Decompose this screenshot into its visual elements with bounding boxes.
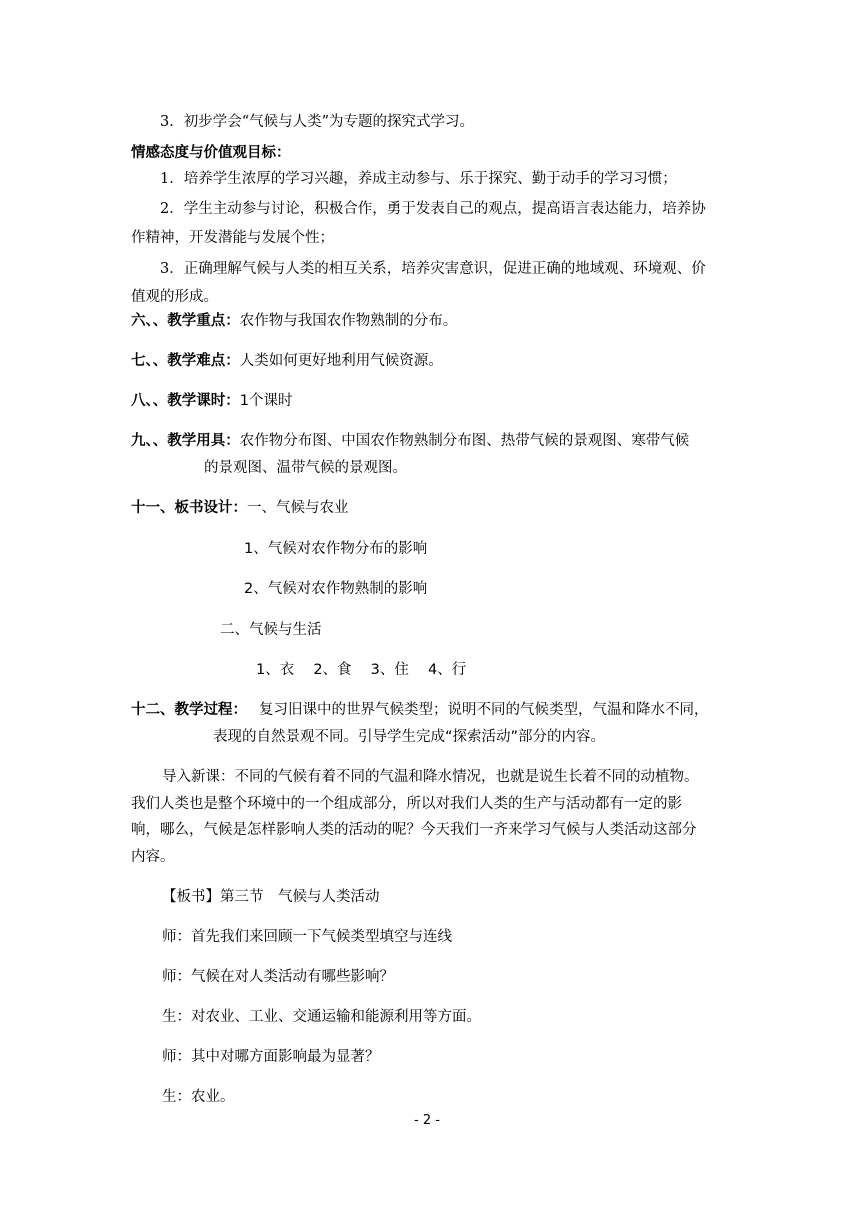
section-board-design xyxy=(131,498,349,518)
dialogue-line-3: 生：对农业、工业、交通运输和能源利用等方面。 xyxy=(162,1009,481,1025)
affect-objective-1: 1．培养学生浓厚的学习兴趣，养成主动参与、乐于探究、勤于动手的学习习惯； xyxy=(160,171,677,187)
dialogue-line-5: 生：农业。 xyxy=(162,1089,235,1105)
section-teaching-aids-text-line1: 农作物分布图、中国农作物熟制分布图、热带气候的景观图、寒带气候 xyxy=(239,433,690,449)
section-teaching-process-text-line1: 复习旧课中的世界气候类型；说明不同的气候类型，气温和降水不同， xyxy=(259,702,709,718)
dialogue-line-1: 师：首先我们来回顾一下气候类型填空与连线 xyxy=(162,929,452,945)
section-teaching-process xyxy=(131,700,709,720)
intro-line-4: 内容。 xyxy=(131,849,175,865)
section-key-points-text: 农作物与我国农作物熟制的分布。 xyxy=(239,313,458,329)
section-difficult-points-label: 七、、教学难点： xyxy=(131,353,240,369)
dialogue-line-2: 师：气候在对人类活动有哪些影响？ xyxy=(162,969,394,985)
board-item-2-subitems: 1、衣 2、食 3、住 4、行 xyxy=(256,662,467,678)
section-teaching-aids xyxy=(131,431,689,451)
affect-objective-2-line1: 2．学生主动参与讨论，积极合作，勇于发表自己的观点，提高语言表达能力，培养协 xyxy=(160,201,706,217)
affect-objective-3-line2: 值观的形成。 xyxy=(131,289,218,305)
section-class-hours-label: 八、、教学课时： xyxy=(131,393,240,409)
section-teaching-aids-text-line2: 的景观图、温带气候的景观图。 xyxy=(204,460,407,476)
section-teaching-process-label: 十二、教学过程： xyxy=(131,702,247,718)
intro-line-1: 导入新课：不同的气候有着不同的气温和降水情况，也就是说生长着不同的动植物。 xyxy=(162,769,699,785)
board-title: 【板书】第三节 气候与人类活动 xyxy=(162,889,380,905)
affect-objective-2-line2: 作精神，开发潜能与发展个性； xyxy=(131,230,334,246)
board-item-1: 一、气候与农业 xyxy=(247,500,349,516)
page-number: - 2 - xyxy=(414,1113,440,1128)
intro-line-2: 我们人类也是整个环境中的一个组成部分，所以对我们人类的生产与活动都有一定的影 xyxy=(131,796,682,812)
board-item-2: 二、气候与生活 xyxy=(220,622,322,638)
affect-objective-3-line1: 3．正确理解气候与人类的相互关系，培养灾害意识，促进正确的地域观、环境观、价 xyxy=(160,261,706,277)
affect-objectives-heading: 情感态度与价值观目标： xyxy=(131,145,291,161)
section-difficult-points-text: 人类如何更好地利用气候资源。 xyxy=(239,353,443,369)
section-class-hours xyxy=(131,391,292,411)
section-class-hours-text: 1个课时 xyxy=(239,393,293,409)
section-key-points-label: 六、、教学重点： xyxy=(131,313,240,329)
dialogue-line-4: 师：其中对哪方面影响最为显著？ xyxy=(162,1049,380,1065)
section-board-design-label: 十一、板书设计： xyxy=(131,500,247,516)
board-item-1-2: 2、气候对农作物熟制的影响 xyxy=(244,581,428,597)
section-teaching-process-text-line2: 表现的自然景观不同。引导学生完成“探索活动”部分的内容。 xyxy=(213,729,606,745)
section-difficult-points xyxy=(131,351,443,371)
board-item-1-1: 1、气候对农作物分布的影响 xyxy=(244,541,428,557)
intro-line-3: 响，哪么，气候是怎样影响人类的活动的呢？今天我们一齐来学习气候与人类活动这部分 xyxy=(131,822,697,838)
skill-objective-3: 3．初步学会“气候与人类”为专题的探究式学习。 xyxy=(160,114,475,130)
section-key-points xyxy=(131,311,457,331)
section-teaching-aids-label: 九、、教学用具： xyxy=(131,433,240,449)
